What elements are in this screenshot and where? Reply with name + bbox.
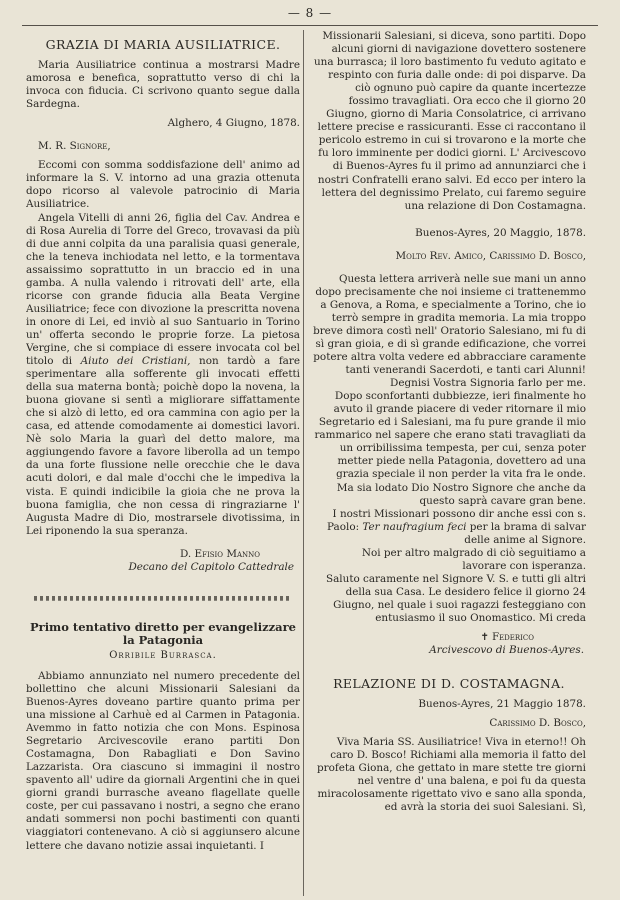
grazia-p2-text-a: Angela Vitelli di anni 26, figlia del Cav. Andrea e di Rosa Aurelia di Torre del Greco, trovavasi da più di due anni colpita da una paralisia quasi generale, che la teneva inchiodata nel letto, e la tormentava assaissimo soprattutto in un braccio ed in una gamba. A nulla valendo i ritrovati dell' arte, ella ricorse con grande fiducia alla Beata Vergine Ausiliatrice; fece con divozione la prescritta novena in onore di Lei, ed inviò al suo Santuario in Torino un' offerta secondo le proprie forze. La pietosa Vergine, che si compiace di essere invocata col bel titolo di bbox=[26, 211, 300, 368]
left-column bbox=[26, 30, 300, 896]
column-divider bbox=[303, 30, 304, 896]
letter-paragraph-5: Noi per altro malgrado di ciò seguitiamo a lavorare con isperanza. bbox=[361, 546, 586, 572]
grazia-p2-italic: Aiuto dei Cristiani, bbox=[80, 355, 191, 368]
letter-p4-text-a: I nostri Missionari possono dir anche essi con s. Paolo: bbox=[327, 507, 586, 533]
grazia-p2-text-b: non tardò a fare sperimentare alla sofferente gli invocati effetti della sua materna bontà; poichè dopo la novena, la buona giovane si sentì a migliorare siffattamente che si alzò di letto, ed ora cammina con agio per la casa, ed attende comodamente ai domestici lavori. Nè solo Maria la guarì del detto malore, ma aggiungendo favore a favore liberolla ad un tempo da una forte flussione nelle orecchie che le dava acuti dolori, e dal male d'occhi che le impediva la vista. E quindi indicibile la gioia che ne prova la buona famiglia, che non cessa di ringraziarne l' Augusta Madre di Dio, mostrarsele divotissima, in Lei riponendo la sua speranza. bbox=[26, 355, 300, 537]
section-divider bbox=[34, 596, 292, 601]
relazione-paragraph-1: Viva Maria SS. Ausiliatrice! Viva in eterno!! Oh caro D. Bosco! Richiami alla memoria il fatto del profeta Giona, che gettato in mare stette tre giorni nel ventre d' una balena, e poi fu da questa miracolosamente rigettato vivo e sano alla sponda, ed avrà la storia dei suoi Salesiani. Sì, bbox=[316, 736, 586, 814]
grazia-signature: D. Efisio Manno bbox=[179, 547, 260, 560]
tentativo-title: Primo tentativo diretto per evangelizzare la Patagonia bbox=[29, 619, 296, 647]
letter-salutation: Molto Rev. Amico, Carissimo D. Bosco, bbox=[395, 249, 586, 262]
right-column bbox=[312, 30, 586, 896]
relazione-dateline: Buenos-Ayres, 21 Maggio 1878. bbox=[418, 698, 586, 711]
letter-dateline: Buenos-Ayres, 20 Maggio, 1878. bbox=[415, 226, 586, 239]
letter-paragraph-3: Ma sia lodato Dio Nostro Signore che anche da questo saprà cavare gran bene. bbox=[336, 481, 586, 507]
letter-paragraph-2: Dopo sconfortanti dubbiezze, ieri finalmente ho avuto il grande piacere di veder ritornare il mio Segretario ed i Salesiani, ma fu pure grande il mio rammarico nel sapere che erano stati travagliati da un orribilissima tempesta, per cui, senza poter metter piede nella Patagonia, dovettero ad una grazia speciale il non perder la vita fra le onde. bbox=[314, 390, 586, 481]
grazia-signature-role: Decano del Capitolo Cattedrale bbox=[128, 560, 294, 573]
grazia-paragraph-2 bbox=[26, 212, 300, 538]
grazia-intro: Maria Ausiliatrice continua a mostrarsi Madre amorosa e benefica, soprattutto verso di chi la invoca con fiducia. Ci scrivono quanto segue dalla Sardegna. bbox=[26, 59, 300, 111]
grazia-title: GRAZIA DI MARIA AUSILIATRICE. bbox=[45, 37, 281, 52]
page-number: — 8 — bbox=[287, 6, 333, 20]
letter-paragraph-4 bbox=[312, 508, 586, 547]
grazia-salutation: M. R. Signore, bbox=[38, 140, 111, 153]
letter-paragraph-6: Saluto caramente nel Signore V. S. e tutti gli altri della sua Casa. Le desidero felice il giorno 24 Giugno, nel quale i suoi ragazzi festeggiano con entusiasmo il suo Onomastico. Mi creda bbox=[325, 572, 586, 624]
relazione-salutation: Carissimo D. Bosco, bbox=[489, 717, 586, 730]
continuation-paragraph: Missionarii Salesiani, si diceva, sono partiti. Dopo alcuni giorni di navigazione dovettero sostenere una burrasca; il loro bastimento fu veduto agitato e respinto con furia dalle onde: di poi disparve. Da ciò ognuno può capire da quante incertezze fossimo travagliati. Ora ecco che il giorno 20 Giugno, giorno di Maria Consolatrice, ci arrivano lettere precise e rassicuranti. Esse ci raccontano il pericolo estremo in cui si trovarono e la morte che fu loro imminente per dodici giorni. L' Arcivescovo di Buenos-Ayres fu il primo ad annunziarci che i nostri Confratelli erano salvi. Ed ecco per intero la lettera del degnissimo Prelato, cui faremo seguire una relazione di Don Costamagna. bbox=[313, 30, 586, 212]
letter-signature-role: Arcivescovo di Buenos-Ayres. bbox=[429, 644, 584, 657]
letter-paragraph-1: Questa lettera arriverà nelle sue mani un anno dopo precisamente che noi insieme ci trattenemmo a Genova, a Roma, e specialmente a Torino, che io terrò sempre in gradita memoria. La mia troppo breve dimora costì nell' Oratorio Salesiano, mi fu di sì gran gioia, e di sì grande edificazione, che vorrei potere altra volta vedere ed abbracciare caramente tanti venerandi Sacerdoti, e tanti cari Alunni! Degnisi Vostra Signoria farlo per me. bbox=[313, 272, 586, 390]
letter-p4-italic: Ter naufragium feci bbox=[362, 520, 467, 533]
tentativo-subtitle: Orribile Burrasca. bbox=[109, 649, 217, 661]
header-rule bbox=[22, 25, 598, 26]
letter-signature: ✝ Federico bbox=[480, 632, 534, 644]
relazione-title: RELAZIONE DI D. COSTAMAGNA. bbox=[333, 676, 565, 692]
grazia-dateline: Alghero, 4 Giugno, 1878. bbox=[167, 117, 300, 130]
letter-p4-text-b: per la brama di salvar delle anime al Signore. bbox=[464, 520, 586, 546]
grazia-paragraph-1: Eccomi con somma soddisfazione dell' animo ad informare la S. V. intorno ad una grazia ottenuta dopo ricorso al valevole patrocinio di Maria Ausiliatrice. bbox=[26, 159, 300, 211]
tentativo-paragraph-1: Abbiamo annunziato nel numero precedente del bollettino che alcuni Missionarii Salesiani da Buenos-Ayres doveano partire quanto prima per una missione al Carhuè ed al Carmen in Patagonia. Avemmo in fatto notizia che con Mons. Espinosa Segretario Arcivescovile erano partiti Don Costamagna, Don Rabagliati e Don Savino Lazzarista. Ora ciascuno si immagini il nostro spavento all' udire da giornali Argentini che in quei giorni grandi burrasche aveano flagellate quelle coste, per cui passavano i nostri, a segno che erano andati sommersi non pochi bastimenti con quanti viaggiatori contenevano. A ciò si aggiunsero alcune lettere che davano notizie assai inquietanti. I bbox=[26, 669, 300, 852]
